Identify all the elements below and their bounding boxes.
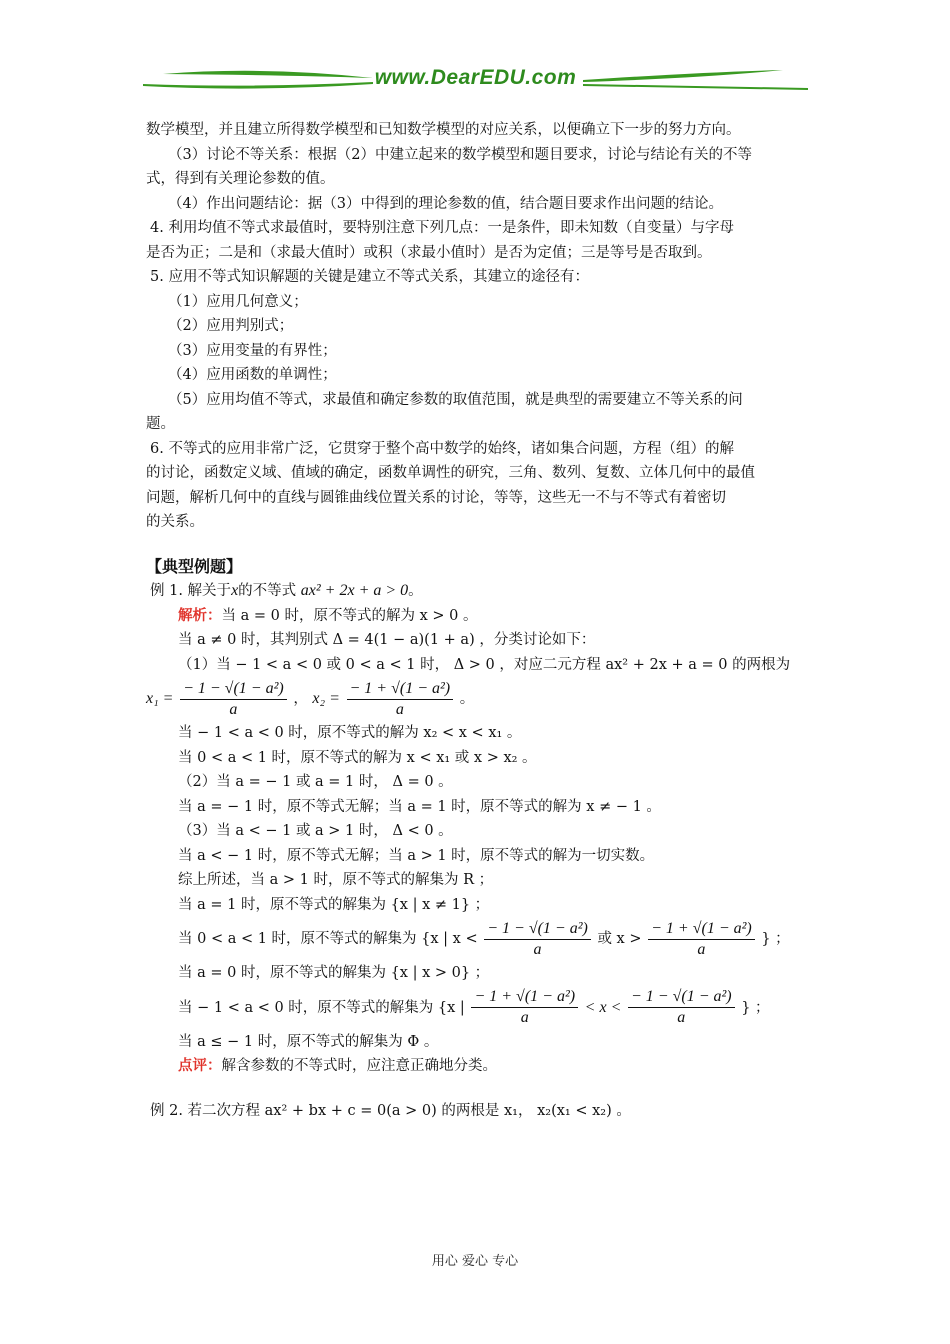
text-line: 问题，解析几何中的直线与圆锥曲线位置关系的讨论，等等，这些无一不与不等式有着密切: [146, 489, 726, 506]
example-1-question: 例 1. 解关于x的不等式 ax² + 2x + a > 0。: [150, 582, 423, 599]
list-item: （1）应用几何意义；: [168, 293, 308, 310]
label-jiexi: 解析：: [178, 606, 222, 624]
solution-line: 当 a = − 1 时，原不等式无解；当 a = 1 时，原不等式的解为 x ≠ − 1 。: [178, 798, 661, 815]
label-dianping: 点评：: [178, 1057, 222, 1074]
roots-formula: x₁ = $\frac{\text{− 1 − √(1 − a²)}}{a}$ ， x₂ = $\frac{\text{− 1 + √(1 − a²)}}{a}$ 。: [146, 679, 475, 718]
list-item: （4）应用函数的单调性；: [168, 367, 337, 383]
solution-line: 当 0 < a < 1 时，原不等式的解为 x < x₁ 或 x > x₂ 。: [178, 749, 537, 766]
root-fraction: $\frac{\text{− 1 − √(1 − a²)}}{a}$: [484, 919, 591, 960]
solution-set-line: 当 − 1 < a < 0 时，原不等式的解集为 {x | $\frac{\text{− 1 + √(1 − a²)}}{a}$ < x < $\frac{\text{− 1 − √(1 − a²)}}{a}$ } ；: [178, 988, 770, 1026]
text-line: 式，得到有关理论参数的值。: [146, 171, 335, 187]
solution-line: 当 a = 1 时，原不等式的解集为 {x | x ≠ 1} ；: [178, 896, 490, 913]
text-line: 的关系。: [146, 514, 204, 530]
root-fraction: $\frac{\text{− 1 + √(1 − a²)}}{a}$: [471, 987, 578, 1028]
text-line: （4）作出问题结论：据（3）中得到的理论参数的值，结合题目要求作出问题的结论。: [168, 195, 723, 212]
text-line: 4. 利用均值不等式求最值时，要特别注意下列几点：一是条件，即未知数（自变量）与字母: [150, 220, 734, 236]
solution-line: 当 a < − 1 时，原不等式无解；当 a > 1 时，原不等式的解为一切实数。: [178, 847, 655, 864]
root-fraction: $\frac{\text{− 1 − √(1 − a²)}}{a}$: [180, 679, 287, 720]
section-title: 【典型例题】: [146, 556, 243, 576]
site-url: www.DearEDU.com: [374, 66, 577, 89]
solution-line: 解析：当 a = 0 时，原不等式的解为 x > 0 。: [178, 606, 478, 624]
solution-set-line: 当 0 < a < 1 时，原不等式的解集为 {x | x < $\frac{\text{− 1 − √(1 − a²)}}{a}$ 或 x > $\frac{\text{− 1 + √(1 − a²)}}{a}$ } ；: [178, 919, 790, 958]
list-item: （3）应用变量的有界性；: [168, 342, 337, 359]
comment-line: 点评：解含参数的不等式时，应注意正确地分类。: [178, 1057, 497, 1074]
solution-line: （3）当 a < − 1 或 a > 1 时， Δ < 0 。: [178, 823, 453, 839]
site-banner: [143, 64, 808, 94]
text-line: 题。: [146, 416, 175, 432]
page-footer: 用心 爱心 专心: [431, 1254, 519, 1269]
text-line: （3）讨论不等关系：根据（2）中建立起来的数学模型和题目要求，讨论与结论有关的不等: [168, 146, 752, 163]
root-fraction: $\frac{\text{− 1 + √(1 − a²)}}{a}$: [347, 679, 454, 720]
solution-line: 当 a ≤ − 1 时，原不等式的解集为 Φ 。: [178, 1033, 439, 1050]
solution-line: 当 a ≠ 0 时，其判别式 Δ = 4(1 − a)(1 + a) ，分类讨论如下：: [178, 632, 596, 648]
solution-line: 当 a = 0 时，原不等式的解集为 {x | x > 0} ；: [178, 965, 490, 981]
solution-line: （1）当 − 1 < a < 0 或 0 < a < 1 时， Δ > 0 ，对应二元方程 ax² + 2x + a = 0 的两根为: [178, 656, 791, 673]
text-line: 的讨论，函数定义域、值域的确定，函数单调性的研究，三角、数列、复数、立体几何中的最值: [146, 465, 755, 481]
solution-line: 当 − 1 < a < 0 时，原不等式的解为 x₂ < x < x₁ 。: [178, 725, 522, 741]
root-fraction: $\frac{\text{− 1 + √(1 − a²)}}{a}$: [648, 919, 755, 960]
list-item: （5）应用均值不等式，求最值和确定参数的取值范围，就是典型的需要建立不等关系的问: [168, 391, 743, 408]
example-2-question: 例 2. 若二次方程 ax² + bx + c = 0(a > 0) 的两根是 x₁， x₂(x₁ < x₂) 。: [150, 1102, 631, 1119]
text-line: 5. 应用不等式知识解题的关键是建立不等式关系，其建立的途径有：: [150, 269, 589, 285]
solution-line: （2）当 a = − 1 或 a = 1 时， Δ = 0 。: [178, 774, 453, 790]
text-line: 6. 不等式的应用非常广泛，它贯穿于整个高中数学的始终，诸如集合问题，方程（组）的解: [150, 440, 734, 457]
solution-line: 综上所述，当 a > 1 时，原不等式的解集为 R ；: [178, 872, 494, 888]
text-line: 是否为正；二是和（求最大值时）或积（求最小值时）是否为定值；三是等号是否取到。: [146, 244, 712, 261]
root-fraction: $\frac{\text{− 1 − √(1 − a²)}}{a}$: [628, 987, 735, 1028]
text-line: 数学模型，并且建立所得数学模型和已知数学模型的对应关系，以便确立下一步的努力方向。: [146, 122, 741, 138]
document-body: [146, 118, 806, 1123]
list-item: （2）应用判别式；: [168, 318, 294, 334]
